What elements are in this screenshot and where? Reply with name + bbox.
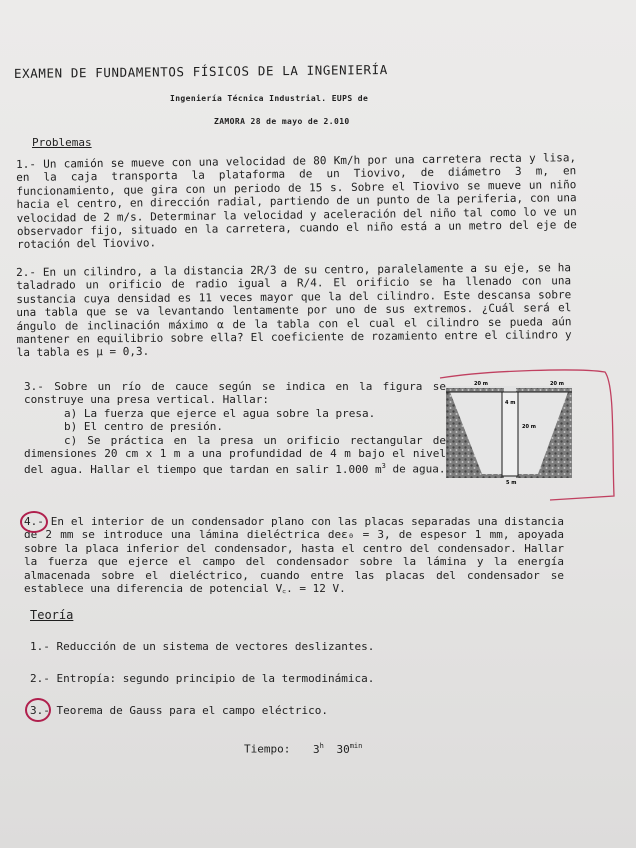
problem-2: 2.- En un cilindro, a la distancia 2R/3 de su centro, paralelamente a su eje, se ha taladrado un orificio de radio igual a R/4. El orificio se ha llenado con una sustancia cuya densidad es 11 veces mayor que la del cilindro. Este descansa sobre una tabla que se va levantando lentamente por uno de sus extremos. ¿Cuál será el ángulo de inclinación máximo α de la tabla con el cual el cilindro se pueda aún mantener en equilibrio sobre ella? El coeficiente de rozamiento entre el cilindro y la tabla es μ = 0,3. bbox=[16, 261, 572, 360]
problemas-heading: Problemas bbox=[32, 136, 92, 149]
circle-mark-problem-4 bbox=[20, 511, 48, 533]
problem-3-part-c-end: de agua. bbox=[385, 463, 446, 477]
teoria-item-1: 1.- Reducción de un sistema de vectores deslizantes. bbox=[30, 640, 375, 653]
problem-3 bbox=[24, 380, 446, 477]
problem-1: 1.- Un camión se mueve con una velocidad de 80 Km/h por una carretera recta y lisa, en la caja transporta la plataforma de un Tiovivo, de diámetro 3 m, en funcionamiento, que gira con un periodo de 15 s. Sobre el Tiovivo se mueve un niño hacia el centro, en dirección radial, partiendo de un punto de la periferia, con una velocidad de 2 m/s. Determinar la velocidad y aceleración del niño tal como lo ve un observador fijo, situado en la carretera, cuando el niño está a un metro del eje de rotación del Tiovivo. bbox=[16, 151, 577, 252]
figure-label-top-right: 20 m bbox=[550, 381, 564, 387]
problem-4-text: En el interior de un condensador plano con las placas separadas una distancia de 2 mm se introduce una lámina dieléctrica deε₀ = 3, de espesor 1 mm, apoyada sobre la placa inferior del condensador, hasta el centro del condensador. Hallar la fuerza que ejerce el campo del condensador sobre la lámina y la energía almacenada sobre el dieléctrico, cuando entre las placas del condensador se establece una diferencia de potencial V꜀. = 12 V. bbox=[24, 515, 564, 596]
figure-label-top-left: 20 m bbox=[474, 381, 488, 387]
river-dam-figure bbox=[446, 380, 572, 486]
problem-3-intro: 3.- Sobre un río de cauce según se indica en la figura se construye una presa vertical. Hallar: bbox=[24, 380, 446, 407]
exam-date: ZAMORA 28 de mayo de 2.010 bbox=[214, 117, 350, 126]
figure-label-bottom: 5 m bbox=[506, 480, 517, 486]
teoria-item-3: 3.- Teorema de Gauss para el campo eléctrico. bbox=[30, 704, 329, 717]
problem-4-number: 4.- bbox=[24, 515, 44, 528]
figure-label-height: 20 m bbox=[522, 424, 536, 430]
exam-title: EXAMEN DE FUNDAMENTOS FÍSICOS DE LA INGENIERÍA bbox=[13, 62, 388, 81]
teoria-item-2: 2.- Entropía: segundo principio de la termodinámica. bbox=[30, 672, 375, 685]
exam-subtitle: Ingeniería Técnica Industrial. EUPS de bbox=[170, 94, 369, 103]
time-minutes-unit: min bbox=[349, 742, 363, 750]
time-hours: 3 bbox=[312, 742, 320, 756]
problem-3-part-c: c) Se práctica en la presa un orificio rectangular de dimensiones 20 cm x 1 m a una profundidad de 4 m bajo el nivel del agua. Hallar el tiempo que tardan en salir 1.000 m bbox=[24, 433, 446, 477]
problem-3-part-b: b) El centro de presión. bbox=[64, 420, 223, 434]
time-label: Tiempo: bbox=[244, 742, 291, 756]
problem-4 bbox=[24, 515, 564, 595]
circle-mark-teoria-3 bbox=[25, 698, 51, 722]
problem-3-part-a: a) La fuerza que ejerce el agua sobre la presa. bbox=[64, 406, 376, 420]
teoria-heading: Teoría bbox=[30, 608, 74, 622]
time-hours-unit: h bbox=[319, 742, 324, 750]
exam-time bbox=[244, 742, 362, 756]
time-minutes: 30 bbox=[336, 742, 350, 756]
figure-label-depth: 4 m bbox=[505, 400, 516, 406]
problem-3-cubic-sup: 3 bbox=[381, 462, 386, 471]
